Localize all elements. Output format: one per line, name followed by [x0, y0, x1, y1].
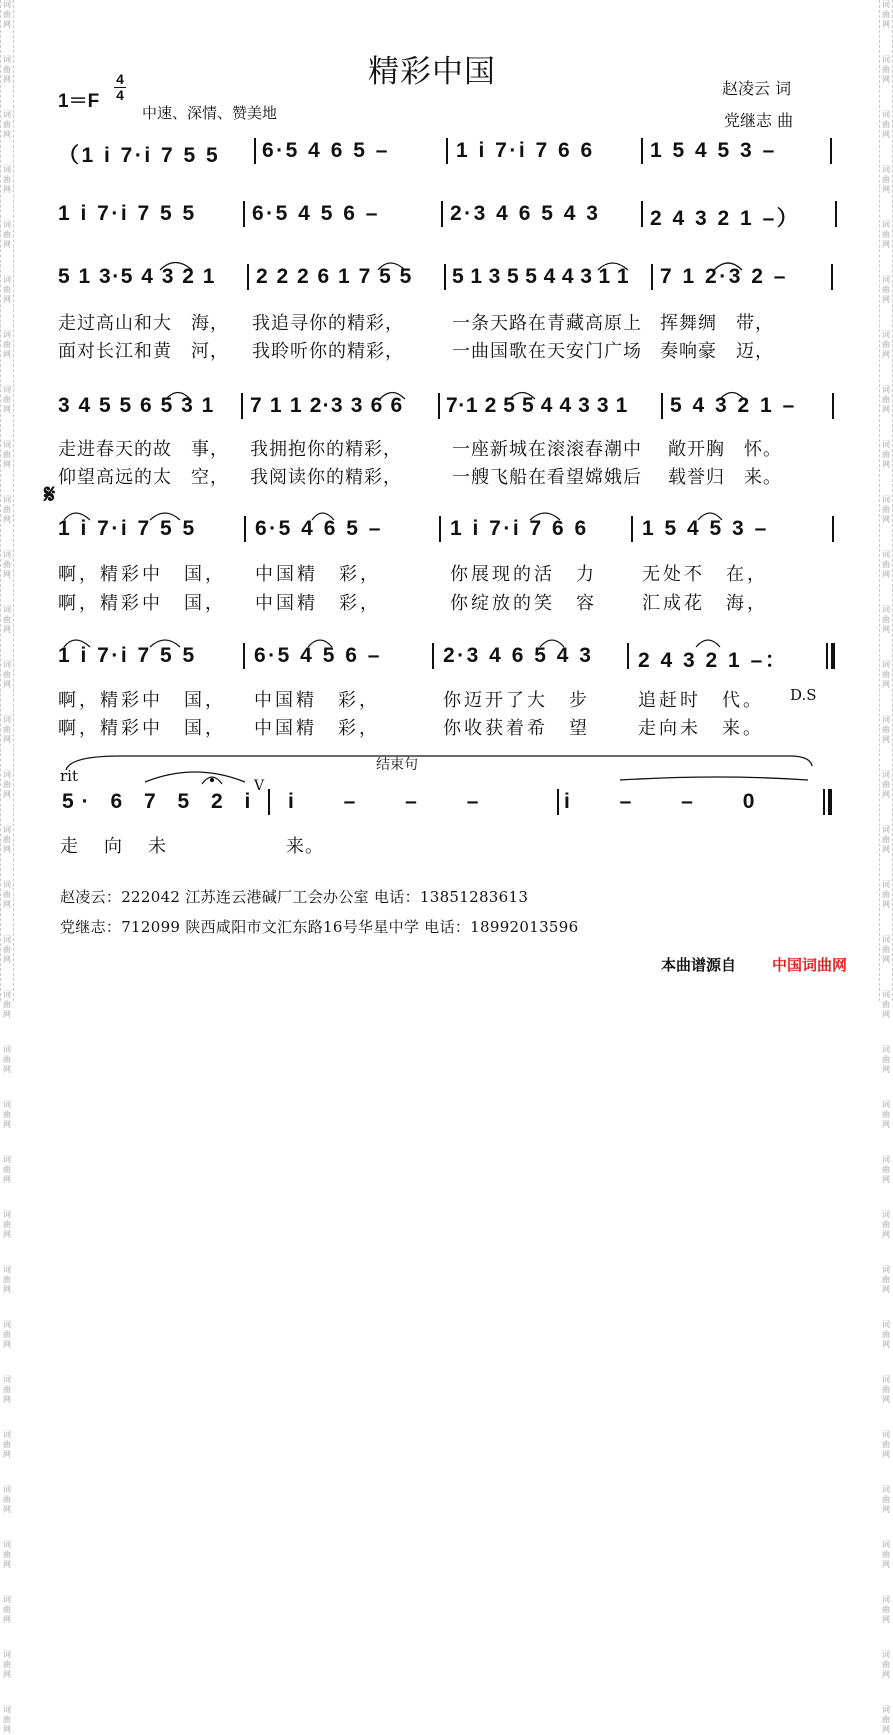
watermark-char: 词 — [3, 275, 11, 284]
watermark-char: 曲 — [882, 1275, 890, 1284]
composer-contact: 党继志：712099 陕西咸阳市文汇东路16号华星中学 电话：18992013596 — [60, 918, 579, 936]
lyric-6-1a: 啊，精彩中 国， — [58, 690, 226, 711]
staff-1-measure-1: （1 i 7·i 7 5 5 — [58, 144, 221, 167]
staff-4-measure-3: 7·1 2 5 5 4 4 3 3 1 — [446, 394, 628, 417]
watermark-char: 曲 — [3, 450, 11, 459]
ending-lyric-a: 走 向 未 — [60, 836, 170, 857]
lyric-4-2d: 载誉归 来。 — [668, 467, 782, 488]
watermark-char: 网 — [882, 515, 890, 524]
watermark-char: 词 — [882, 440, 890, 449]
watermark-char: 词 — [882, 1100, 890, 1109]
watermark-char: 词 — [3, 880, 11, 889]
watermark-char: 网 — [882, 1615, 890, 1624]
watermark-char: 网 — [3, 185, 11, 194]
watermark-char: 曲 — [3, 1165, 11, 1174]
lyric-5-2d: 汇成花 海， — [642, 593, 768, 614]
watermark-char: 网 — [882, 1395, 890, 1404]
staff-4-measure-1: 3 4 5 5 6 5 3 1 — [58, 394, 215, 417]
watermark-char: 网 — [882, 1285, 890, 1294]
slur — [150, 640, 180, 647]
watermark-char: 网 — [3, 1340, 11, 1349]
staff-5-measure-3: 1 i 7·i 7 6 6 — [450, 517, 589, 540]
lyric-6-1c: 你迈开了大 步 — [443, 690, 590, 711]
watermark-char: 词 — [3, 550, 11, 559]
lyric-4-1b: 我拥抱你的精彩， — [250, 439, 402, 460]
lyric-4-2c: 一艘飞船在看望嫦娥后 — [452, 467, 642, 488]
watermark-char: 词 — [882, 1320, 890, 1329]
watermark-char: 网 — [882, 75, 890, 84]
watermark-char: 词 — [882, 1540, 890, 1549]
watermark-char: 曲 — [3, 505, 11, 514]
watermark-char: 曲 — [3, 1330, 11, 1339]
watermark-char: 曲 — [3, 560, 11, 569]
watermark-char: 网 — [882, 680, 890, 689]
staff-5-measure-4: 1 5 4 5 3 – — [642, 517, 769, 540]
watermark-char: 曲 — [3, 1440, 11, 1449]
watermark-char: 词 — [882, 275, 890, 284]
watermark-char: 词 — [3, 935, 11, 944]
lyric-4-2b: 我阅读你的精彩， — [250, 467, 402, 488]
lyric-4-1d: 敞开胸 怀。 — [668, 439, 782, 460]
watermark-char: 词 — [3, 55, 11, 64]
staff-3-measure-4: 7 1 2·3 2 – — [660, 265, 788, 288]
ending-measure-1: 5· 6 7 5 2 i — [62, 790, 259, 813]
watermark-char: 网 — [3, 350, 11, 359]
staff-2-measure-4: 2 4 3 2 1 –） — [650, 207, 801, 230]
watermark-char: 网 — [882, 295, 890, 304]
watermark-char: 网 — [3, 240, 11, 249]
watermark-char: 网 — [3, 1670, 11, 1679]
watermark-char: 网 — [882, 1340, 890, 1349]
watermark-char: 网 — [3, 405, 11, 414]
watermark-char: 曲 — [3, 1660, 11, 1669]
watermark-char: 词 — [882, 1155, 890, 1164]
watermark-char: 曲 — [882, 10, 890, 19]
song-title: 精彩中国 — [368, 54, 496, 90]
watermark-char: 网 — [3, 625, 11, 634]
watermark-char: 词 — [3, 1320, 11, 1329]
watermark-char: 网 — [3, 1560, 11, 1569]
watermark-char: 词 — [882, 220, 890, 229]
lyric-3-1d: 挥舞绸 带， — [660, 313, 774, 334]
staff-2-measure-2: 6·5 4 5 6 – — [252, 202, 380, 225]
watermark-char: 网 — [3, 790, 11, 799]
ending-measure-2: i – – – — [288, 790, 501, 813]
staff-6-measure-2: 6·5 4 5 6 – — [254, 644, 382, 667]
watermark-char: 词 — [882, 990, 890, 999]
watermark-char: 网 — [882, 1065, 890, 1074]
watermark-char: 曲 — [882, 230, 890, 239]
lyric-6-2d: 走向未 来。 — [638, 718, 764, 739]
staff-2-measure-1: 1 i 7·i 7 5 5 — [58, 202, 197, 225]
source-prefix: 本曲谱源自 — [661, 957, 737, 974]
watermark-char: 词 — [3, 1045, 11, 1054]
watermark-char: 词 — [3, 1430, 11, 1439]
watermark-char: 网 — [882, 1560, 890, 1569]
watermark-char: 曲 — [3, 1715, 11, 1724]
watermark-char: 网 — [3, 1120, 11, 1129]
watermark-char: 曲 — [882, 1715, 890, 1724]
watermark-char: 曲 — [882, 1000, 890, 1009]
lyric-6-1b: 中国精 彩， — [254, 690, 380, 711]
watermark-char: 词 — [882, 1650, 890, 1659]
watermark-char: 曲 — [882, 1660, 890, 1669]
watermark-char: 词 — [882, 715, 890, 724]
watermark-char: 网 — [882, 735, 890, 744]
watermark-char: 曲 — [882, 615, 890, 624]
watermark-char: 词 — [3, 660, 11, 669]
watermark-char: 网 — [3, 1450, 11, 1459]
watermark-char: 曲 — [3, 835, 11, 844]
slur — [166, 393, 190, 400]
watermark-char: 词 — [882, 1430, 890, 1439]
dal-segno-mark: D.S — [790, 686, 817, 704]
watermark-char: 曲 — [882, 1550, 890, 1559]
staff-5-measure-2: 6·5 4 6 5 – — [255, 517, 383, 540]
watermark-char: 词 — [3, 110, 11, 119]
lyric-5-1b: 中国精 彩， — [255, 564, 381, 585]
watermark-char: 曲 — [3, 1275, 11, 1284]
watermark-char: 词 — [3, 385, 11, 394]
watermark-char: 曲 — [882, 1220, 890, 1229]
lyric-5-1c: 你展现的活 力 — [450, 564, 597, 585]
staff-1-measure-2: 6·5 4 6 5 – — [262, 139, 390, 162]
watermark-char: 词 — [882, 385, 890, 394]
watermark-char: 词 — [3, 1210, 11, 1219]
watermark-char: 词 — [882, 55, 890, 64]
staff-3-measure-1: 5 1 3·5 4 3 2 1 — [58, 265, 216, 288]
watermark-char: 曲 — [882, 560, 890, 569]
watermark-char: 词 — [3, 1595, 11, 1604]
ending-measure-3: i – – 0 — [564, 790, 777, 813]
slur — [380, 393, 405, 400]
watermark-char: 曲 — [3, 230, 11, 239]
staff-3-measure-2: 2 2 2 6 1 7 5 5 — [256, 265, 413, 288]
staff-5-measure-1: 1 i 7·i 7 5 5 — [58, 517, 197, 540]
watermark-char: 曲 — [3, 1110, 11, 1119]
watermark-char: 词 — [3, 990, 11, 999]
watermark-char: 网 — [882, 130, 890, 139]
watermark-char: 曲 — [882, 1110, 890, 1119]
watermark-char: 词 — [882, 1265, 890, 1274]
watermark-char: 曲 — [882, 450, 890, 459]
watermark-char: 词 — [882, 550, 890, 559]
watermark-char: 网 — [882, 1505, 890, 1514]
slur — [378, 263, 405, 270]
lyric-3-1c: 一条天路在青藏高原上 — [452, 313, 642, 334]
watermark-char: 曲 — [3, 945, 11, 954]
tie — [620, 777, 808, 780]
watermark-char: 曲 — [3, 285, 11, 294]
watermark-char: 网 — [3, 20, 11, 29]
lyric-3-1b: 我追寻你的精彩， — [252, 313, 404, 334]
watermark-char: 词 — [3, 165, 11, 174]
watermark-char: 网 — [882, 1175, 890, 1184]
watermark-char: 网 — [882, 185, 890, 194]
watermark-char: 网 — [3, 735, 11, 744]
watermark-char: 曲 — [3, 120, 11, 129]
watermark-char: 词 — [882, 1705, 890, 1714]
watermark-char: 曲 — [882, 65, 890, 74]
lyric-4-2a: 仰望高远的太 空， — [58, 467, 229, 488]
staff-2-measure-3: 2·3 4 6 5 4 3 — [450, 202, 601, 225]
watermark-char: 网 — [882, 625, 890, 634]
slur — [530, 513, 560, 520]
lyric-6-2b: 中国精 彩， — [254, 718, 380, 739]
staff-6-measure-4: 2 4 3 2 1 –： — [638, 649, 789, 672]
watermark-char: 曲 — [3, 1605, 11, 1614]
watermark-char: 曲 — [882, 1055, 890, 1064]
watermark-char: 词 — [882, 935, 890, 944]
watermark-char: 词 — [882, 1045, 890, 1054]
staff-1-measure-3: 1 i 7·i 7 6 6 — [456, 139, 595, 162]
watermark-char: 词 — [882, 0, 890, 9]
watermark-char: 词 — [3, 1375, 11, 1384]
watermark-char: 词 — [882, 825, 890, 834]
watermark-char: 网 — [3, 1175, 11, 1184]
watermark-char: 网 — [3, 295, 11, 304]
watermark-char: 网 — [3, 1615, 11, 1624]
watermark-char: 曲 — [3, 1055, 11, 1064]
watermark-char: 网 — [3, 1230, 11, 1239]
watermark-char: 曲 — [3, 780, 11, 789]
watermark-char: 词 — [882, 880, 890, 889]
slur — [64, 640, 90, 647]
watermark-char: 曲 — [882, 1165, 890, 1174]
watermark-char: 词 — [882, 770, 890, 779]
watermark-char: 曲 — [882, 1330, 890, 1339]
watermark-char: 网 — [882, 1120, 890, 1129]
watermark-char: 网 — [882, 1010, 890, 1019]
watermark-char: 曲 — [882, 835, 890, 844]
watermark-char: 网 — [882, 350, 890, 359]
watermark-char: 曲 — [3, 615, 11, 624]
watermark-char: 网 — [3, 900, 11, 909]
watermark-char: 网 — [3, 75, 11, 84]
watermark-char: 曲 — [3, 1495, 11, 1504]
slur — [145, 772, 245, 782]
watermark-char: 网 — [3, 1010, 11, 1019]
watermark-char: 曲 — [3, 1000, 11, 1009]
watermark-char: 曲 — [882, 120, 890, 129]
watermark-char: 网 — [3, 1505, 11, 1514]
watermark-char: 网 — [3, 1065, 11, 1074]
lyric-6-2c: 你收获着希 望 — [443, 718, 590, 739]
watermark-char: 网 — [3, 1395, 11, 1404]
watermark-char: 网 — [3, 515, 11, 524]
watermark-char: 曲 — [882, 395, 890, 404]
watermark-char: 曲 — [3, 340, 11, 349]
watermark-char: 词 — [3, 1485, 11, 1494]
watermark-char: 曲 — [3, 65, 11, 74]
watermark-char: 网 — [3, 570, 11, 579]
watermark-char: 词 — [3, 495, 11, 504]
watermark-char: 词 — [3, 1705, 11, 1714]
watermark-char: 词 — [3, 770, 11, 779]
watermark-char: 曲 — [882, 945, 890, 954]
watermark-char: 曲 — [882, 1605, 890, 1614]
lyric-3-2b: 我聆听你的精彩， — [252, 341, 404, 362]
slur — [540, 640, 564, 647]
watermark-char: 词 — [3, 605, 11, 614]
lyric-4-1c: 一座新城在滚滚春潮中 — [452, 439, 642, 460]
slur — [312, 513, 334, 520]
staff-6-measure-1: 1 i 7·i 7 5 5 — [58, 644, 197, 667]
watermark-char: 词 — [3, 220, 11, 229]
watermark-char: 曲 — [3, 725, 11, 734]
lyric-3-1a: 走过高山和大 海， — [58, 313, 229, 334]
lyric-3-2c: 一曲国歌在天安门广场 — [452, 341, 642, 362]
tempo-marking: 中速、深情、赞美地 — [142, 104, 278, 122]
slur — [696, 640, 720, 647]
watermark-char: 网 — [3, 1725, 11, 1734]
watermark-char: 网 — [882, 790, 890, 799]
watermark-char: 曲 — [3, 175, 11, 184]
staff-6-measure-3: 2·3 4 6 5 4 3 — [443, 644, 594, 667]
lyric-6-2a: 啊，精彩中 国， — [58, 718, 226, 739]
watermark-char: 网 — [882, 900, 890, 909]
watermark-char: 网 — [882, 1670, 890, 1679]
watermark-char: 词 — [3, 330, 11, 339]
watermark-char: 曲 — [882, 175, 890, 184]
watermark-char: 网 — [882, 20, 890, 29]
watermark-char: 曲 — [882, 285, 890, 294]
watermark-char: 网 — [3, 845, 11, 854]
time-signature-bottom: 4 — [116, 87, 124, 103]
watermark-char: 网 — [3, 460, 11, 469]
watermark-char: 曲 — [882, 1495, 890, 1504]
watermark-char: 词 — [882, 110, 890, 119]
watermark-char: 曲 — [3, 395, 11, 404]
watermark-char: 网 — [3, 955, 11, 964]
watermark-char: 网 — [882, 405, 890, 414]
slur — [714, 263, 742, 270]
lyric-5-1a: 啊，精彩中 国， — [58, 564, 226, 585]
watermark-char: 网 — [3, 130, 11, 139]
watermark-char: 网 — [882, 1230, 890, 1239]
watermark-char: 词 — [3, 1155, 11, 1164]
breath-mark: V — [254, 778, 265, 794]
watermark-char: 曲 — [3, 1385, 11, 1394]
lyric-6-1d: 追赶时 代。 — [638, 690, 764, 711]
lyric-5-1d: 无处不 在， — [642, 564, 768, 585]
watermark-char: 曲 — [882, 1440, 890, 1449]
lyric-3-2d: 奏响豪 迈， — [660, 341, 774, 362]
slur — [510, 393, 535, 400]
slur — [64, 513, 90, 520]
watermark-char: 曲 — [882, 340, 890, 349]
lyricist-contact: 赵凌云：222042 江苏连云港碱厂工会办公室 电话：13851283613 — [60, 888, 529, 906]
lyric-5-2a: 啊，精彩中 国， — [58, 593, 226, 614]
lyricist-credit: 赵凌云 词 — [722, 79, 792, 98]
watermark-char: 词 — [882, 495, 890, 504]
watermark-char: 词 — [882, 1595, 890, 1604]
watermark-char: 词 — [3, 825, 11, 834]
watermark-char: 词 — [3, 1100, 11, 1109]
time-signature-top: 4 — [116, 71, 124, 87]
lyric-3-2a: 面对长江和黄 河， — [58, 341, 229, 362]
watermark-char: 网 — [882, 460, 890, 469]
watermark-char: 词 — [882, 330, 890, 339]
watermark-char: 曲 — [3, 10, 11, 19]
staff-1-measure-4: 1 5 4 5 3 – — [650, 139, 777, 162]
lyric-5-2b: 中国精 彩， — [255, 593, 381, 614]
watermark-char: 词 — [882, 660, 890, 669]
source-site-link[interactable]: 中国词曲网 — [772, 957, 848, 974]
watermark-char: 网 — [882, 845, 890, 854]
watermark-char: 曲 — [882, 725, 890, 734]
ending-label: 结束句 — [376, 757, 418, 773]
watermark-char: 曲 — [3, 890, 11, 899]
watermark-char: 词 — [3, 1650, 11, 1659]
slur — [720, 393, 744, 400]
slur — [308, 640, 332, 647]
watermark-char: 曲 — [882, 1385, 890, 1394]
watermark-char: 曲 — [882, 890, 890, 899]
watermark-char: 曲 — [3, 1550, 11, 1559]
watermark-char: 网 — [882, 1450, 890, 1459]
watermark-char: 网 — [3, 1285, 11, 1294]
watermark-char: 词 — [3, 715, 11, 724]
watermark-char: 网 — [3, 680, 11, 689]
watermark-char: 词 — [3, 0, 11, 9]
watermark-char: 曲 — [3, 1220, 11, 1229]
ending-lyric-b: 来。 — [286, 836, 324, 857]
watermark-char: 词 — [3, 1265, 11, 1274]
staff-4-measure-4: 5 4 3 2 1 – — [670, 394, 797, 417]
watermark-char: 词 — [882, 1485, 890, 1494]
watermark-char: 曲 — [882, 780, 890, 789]
watermark-char: 网 — [882, 240, 890, 249]
ritardando-mark: rit — [60, 767, 78, 785]
lyric-5-2c: 你绽放的笑 容 — [450, 593, 597, 614]
watermark-char: 词 — [3, 1540, 11, 1549]
watermark-char: 词 — [3, 440, 11, 449]
slur — [160, 263, 192, 271]
watermark-char: 曲 — [882, 505, 890, 514]
composer-credit: 党继志 曲 — [724, 111, 794, 130]
watermark-char: 词 — [882, 605, 890, 614]
slur — [150, 513, 180, 520]
segno-sign: 𝄋 — [44, 480, 56, 510]
staff-4-measure-2: 7 1 1 2·3 3 6 6 — [250, 394, 404, 417]
watermark-char: 网 — [882, 1725, 890, 1734]
watermark-char: 网 — [882, 570, 890, 579]
watermark-char: 网 — [882, 955, 890, 964]
watermark-char: 词 — [882, 165, 890, 174]
key-signature: 1＝F — [58, 91, 100, 112]
slur — [698, 513, 722, 520]
watermark-char: 词 — [882, 1375, 890, 1384]
lyric-4-1a: 走进春天的故 事， — [58, 439, 229, 460]
watermark-char: 曲 — [3, 670, 11, 679]
phrase-bracket — [66, 756, 812, 770]
watermark-char: 词 — [882, 1210, 890, 1219]
staff-3-measure-3: 5 1 3 5 5 4 4 3 1 1 — [452, 265, 629, 288]
watermark-char: 曲 — [882, 670, 890, 679]
fermata-dot — [211, 779, 214, 782]
slur — [598, 263, 628, 270]
